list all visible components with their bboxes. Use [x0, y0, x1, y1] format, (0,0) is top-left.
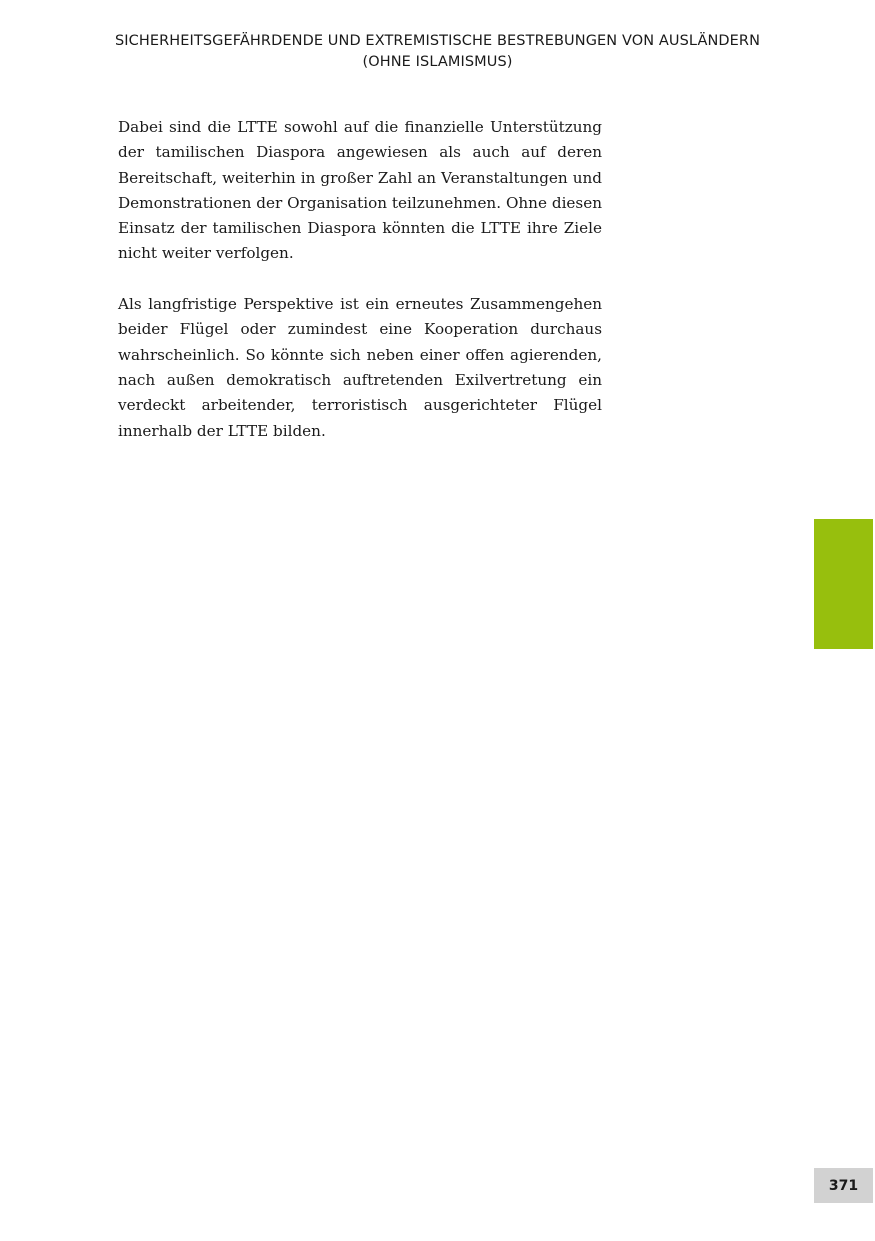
- paragraph-1: Dabei sind die LTTE sowohl auf die finanzielle Unterstützung der tamilischen Diaspora angewiesen als auch auf deren Bereitschaft, weiterhin in großer Zahl an Veranstaltungen und Demonstrationen der Organisation teilzunehmen. Ohne diesen Einsatz der tamilischen Diaspora könnten die LTTE ihre Ziele nicht weiter verfolgen.: [118, 118, 602, 263]
- page-number-box: [814, 1168, 873, 1203]
- chapter-thumb-tab: [814, 519, 873, 649]
- body-text: [118, 115, 602, 444]
- running-header-line-1: SICHERHEITSGEFÄHRDENDE UND EXTREMISTISCHE BESTREBUNGEN VON AUSLÄNDERN: [114, 33, 761, 49]
- page-number: 371: [828, 1177, 859, 1194]
- running-header: [0, 31, 875, 73]
- running-header-line-2: (OHNE ISLAMISMUS): [362, 54, 513, 70]
- paragraph-2: Als langfristige Perspektive ist ein erneutes Zusammengehen beider Flügel oder zumindest eine Kooperation durchaus wahrscheinlich. So könnte sich neben einer offen agierenden, nach außen demokratisch auftretenden Exilvertretung ein verdeckt arbeitender, terroristisch ausgerichteter Flügel innerhalb der LTTE bilden.: [118, 295, 602, 440]
